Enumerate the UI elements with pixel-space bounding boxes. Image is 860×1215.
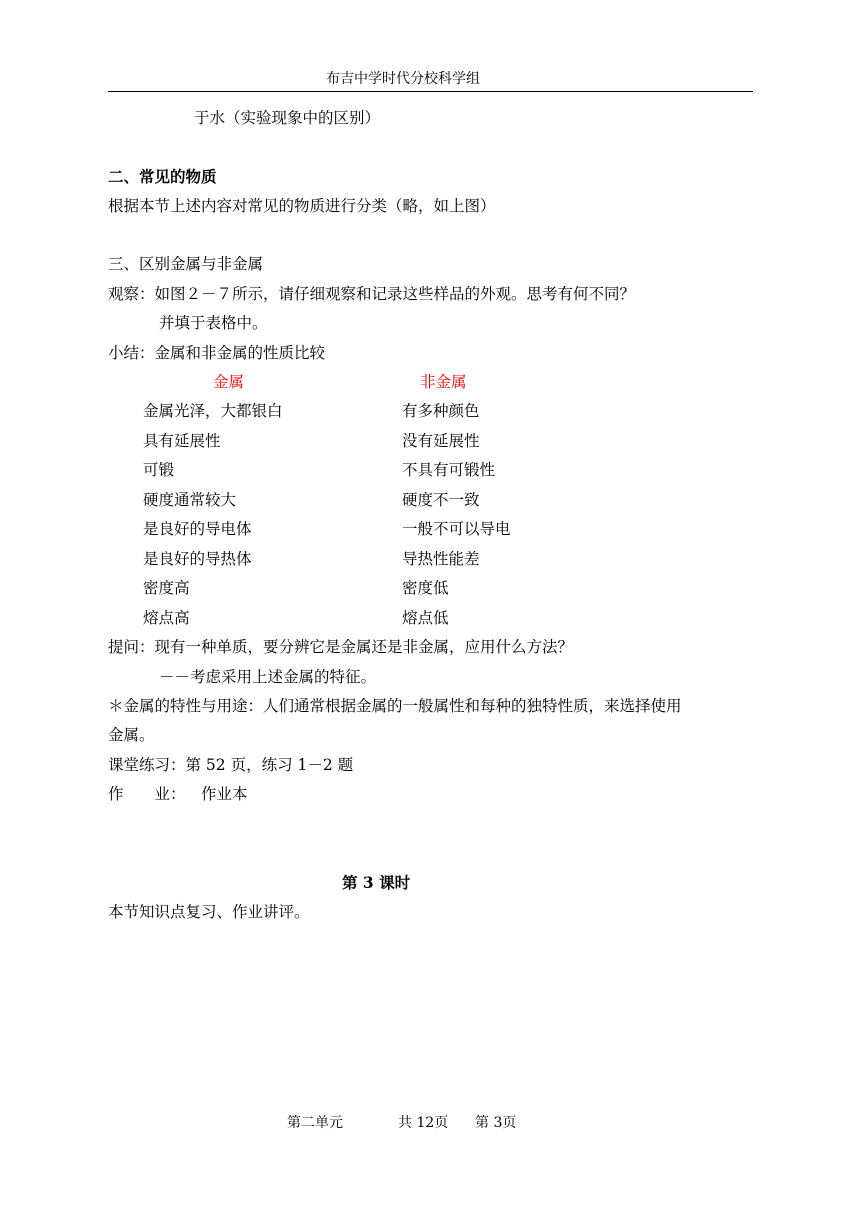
compare-row-nonmetal: 一般不可以导电 — [402, 520, 511, 538]
compare-header-nonmetal: 非金属 — [420, 373, 467, 391]
homework-label: 作 业： — [108, 785, 186, 803]
compare-row-nonmetal: 密度低 — [402, 579, 449, 597]
exercise-line: 课堂练习：第 52 页，练习 1－2 题 — [108, 756, 354, 774]
compare-header-metal: 金属 — [213, 373, 245, 391]
section3-heading: 三、区别金属与非金属 — [108, 255, 264, 273]
observe-line-1: 观察：如图２－７所示，请仔细观察和记录这些样品的外观。思考有何不同？ — [108, 285, 636, 303]
header-rule — [108, 91, 753, 92]
compare-row-metal: 可锻 — [143, 461, 175, 479]
answer-line: －－考虑采用上述金属的特征。 — [159, 668, 377, 686]
compare-row-nonmetal: 没有延展性 — [402, 432, 480, 450]
footer-total-pages: 共 12页 — [398, 1115, 449, 1131]
compare-row-metal: 熔点高 — [143, 609, 190, 627]
compare-row-metal: 是良好的导热体 — [143, 550, 252, 568]
section2-text: 根据本节上述内容对常见的物质进行分类（略，如上图） — [108, 197, 496, 215]
question-line: 提问：现有一种单质，要分辨它是金属还是非金属，应用什么方法？ — [108, 638, 574, 656]
section2-heading: 二、常见的物质 — [108, 167, 217, 186]
compare-row-metal: 金属光泽，大都银白 — [143, 402, 283, 420]
page-header-title: 布吉中学时代分校科学组 — [326, 71, 480, 87]
uses-line-1: ＊金属的特性与用途：人们通常根据金属的一般属性和每种的独特性质，来选择使用 — [108, 697, 682, 715]
lesson3-text: 本节知识点复习、作业讲评。 — [108, 903, 310, 921]
compare-row-metal: 密度高 — [143, 579, 190, 597]
compare-row-metal: 具有延展性 — [143, 432, 221, 450]
compare-row-nonmetal: 硬度不一致 — [402, 491, 480, 509]
compare-row-nonmetal: 有多种颜色 — [402, 402, 480, 420]
continued-line: 于水（实验现象中的区别） — [194, 109, 381, 127]
compare-row-nonmetal: 导热性能差 — [402, 550, 480, 568]
compare-row-metal: 硬度通常较大 — [143, 491, 237, 509]
homework-value: 作业本 — [201, 785, 248, 803]
summary-line: 小结：金属和非金属的性质比较 — [108, 344, 326, 362]
uses-line-2: 金属。 — [108, 726, 155, 744]
footer-unit: 第二单元 — [287, 1115, 343, 1131]
compare-row-metal: 是良好的导电体 — [143, 520, 252, 538]
footer-page-number: 第 3页 — [475, 1115, 517, 1131]
compare-row-nonmetal: 熔点低 — [402, 609, 449, 627]
compare-row-nonmetal: 不具有可锻性 — [402, 461, 496, 479]
lesson3-heading: 第 3 课时 — [342, 873, 411, 892]
observe-line-2: 并填于表格中。 — [159, 314, 268, 332]
